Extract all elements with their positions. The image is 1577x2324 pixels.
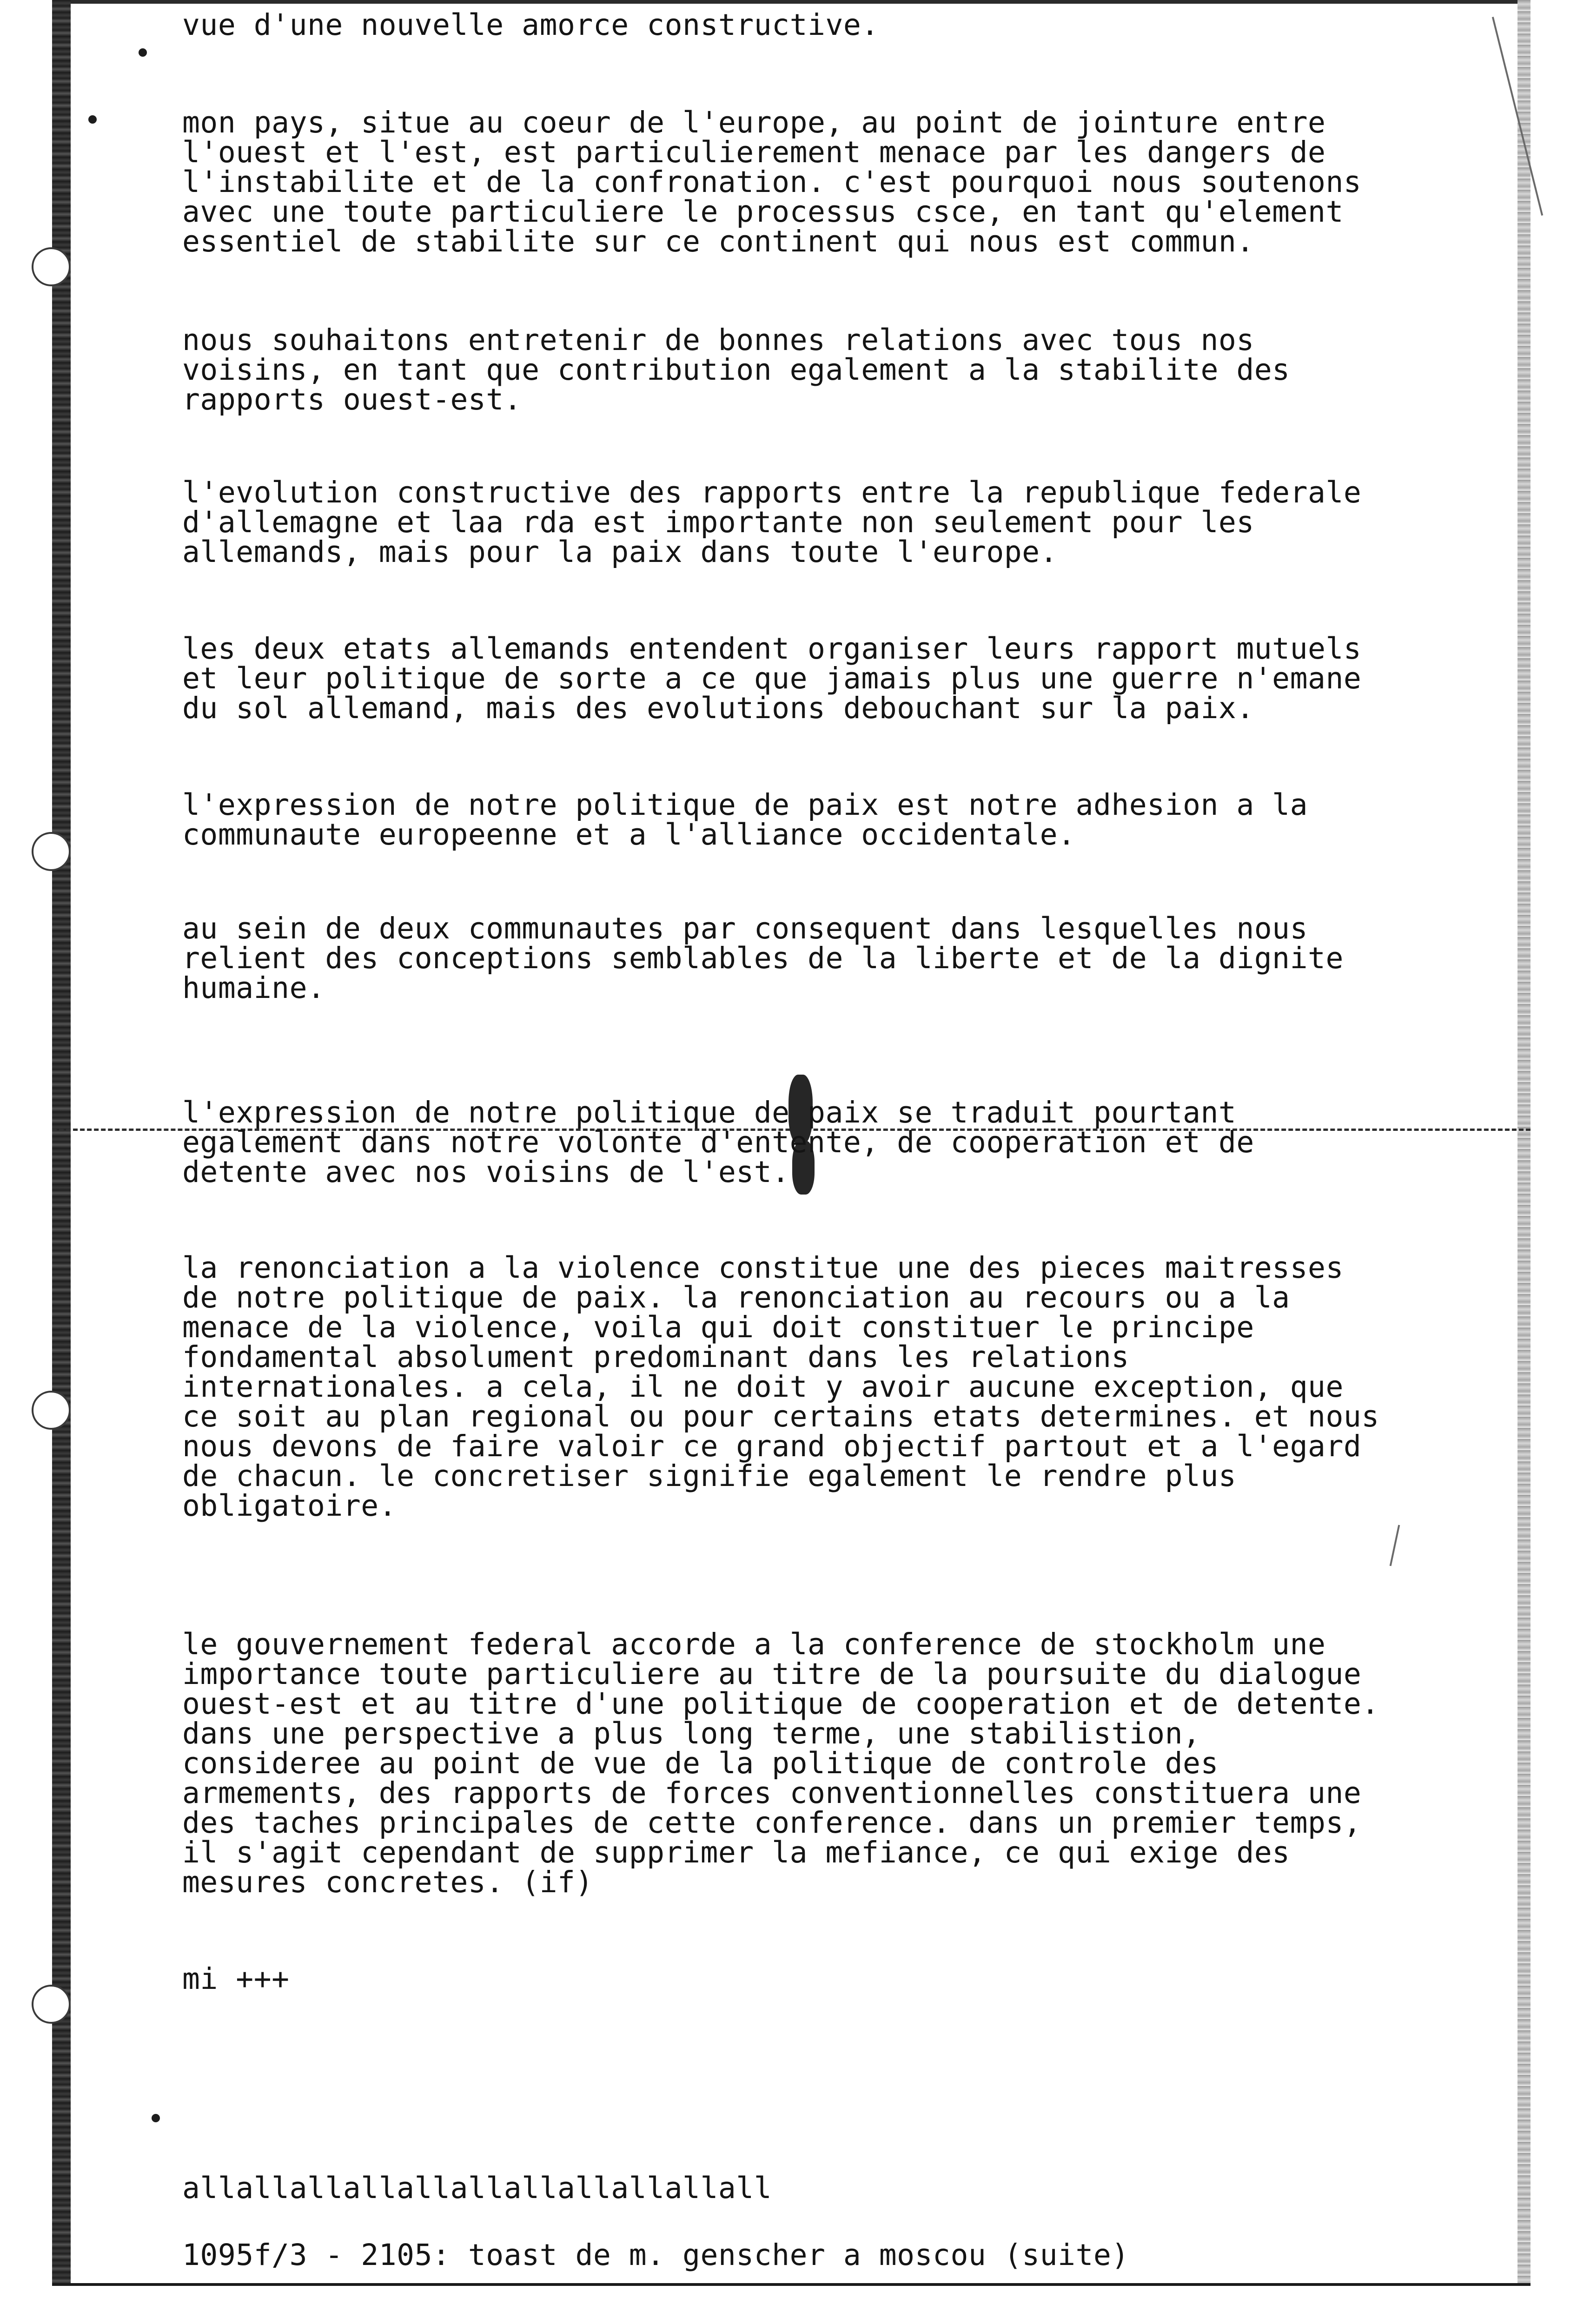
punch-hole — [32, 247, 71, 286]
paragraph-carryover: vue d'une nouvelle amorce constructive. — [182, 8, 879, 42]
scan-right-edge — [1517, 0, 1531, 2283]
paragraph-neighbour-relations: nous souhaitons entretenir de bonnes relations avec tous nos voisins, en tant que contribution egalement a la stabilite des rapports ouest-est. — [182, 323, 1290, 416]
paragraph-inner-german-relations: l'evolution constructive des rapports entre la republique federale d'allemagne et laa rda est importante non seulement pour les allemands, mais pour la paix dans toute l'europe. — [182, 475, 1362, 569]
ink-speck — [139, 48, 147, 57]
paragraph-two-german-states: les deux etats allemands entendent organiser leurs rapport mutuels et leur politique de sorte a ce que jamais plus une guerre n'emane du sol allemand, mais des evolutions debouchant sur la paix. — [182, 632, 1362, 725]
signoff-marker: mi +++ — [182, 1962, 290, 1996]
ink-speck — [152, 2114, 160, 2122]
punch-hole — [32, 832, 71, 871]
paragraph-eastern-detente: l'expression de notre politique de paix se traduit pourtant egalement dans notre volonte d'entente, de cooperation et de detente avec nos voisins de l'est. — [182, 1096, 1254, 1189]
scan-left-edge — [52, 0, 71, 2283]
next-dispatch-heading: 1095f/3 - 2105: toast de m. genscher a moscou (suite) — [182, 2238, 1129, 2272]
paragraph-renunciation-of-force: la renonciation a la violence constitue une des pieces maitresses de notre politique de paix. la renonciation au recours ou a la menace de la violence, voila qui doit constituer le principe fondamental absolument predominant dans les relations internationales. a cela, il ne doit y avoir aucune exception, que ce soit au plan regional ou pour certains etats determines. et nous nous devons de faire valoir ce grand objectif partout et a l'egard de chacun. le concretiser signifie egalement le rendre plus obligatoire. — [182, 1251, 1379, 1523]
telex-separator: allallallallallallallallallallall — [182, 2171, 772, 2205]
scan-top-edge — [71, 0, 1517, 4]
paragraph-communities: au sein de deux communautes par consequent dans lesquelles nous relient des conceptions semblables de la liberte et de la dignite humaine. — [182, 911, 1344, 1005]
ink-speck — [88, 115, 97, 124]
paragraph-western-alliance: l'expression de notre politique de paix est notre adhesion a la communaute europeenne et a l'alliance occidentale. — [182, 788, 1308, 852]
punch-hole — [32, 1391, 71, 1430]
punch-hole — [32, 1985, 71, 2024]
paragraph-europe-position: mon pays, situe au coeur de l'europe, au point de jointure entre l'ouest et l'est, est particulierement menace par les dangers de l'instabilite et de la confronation. c'est pourquoi nous soutenons avec une toute particuliere le processus csce, en tant qu'element essentiel de stabilite sur ce continent qui nous est commun. — [182, 106, 1362, 258]
paragraph-stockholm-conference: le gouvernement federal accorde a la conference de stockholm une importance toute particuliere au titre de la poursuite du dialogue ouest-est et au titre d'une politique de cooperation et de detente. dans une perspective a plus long terme, une stabilistion, consideree au point de vue de la politique de controle des armements, des rapports de forces conventionnelles constituera une des taches principales de cette conference. dans un premier temps, il s'agit cependant de supprimer la mefiance, ce qui exige des mesures concretes. (if) — [182, 1627, 1379, 1899]
